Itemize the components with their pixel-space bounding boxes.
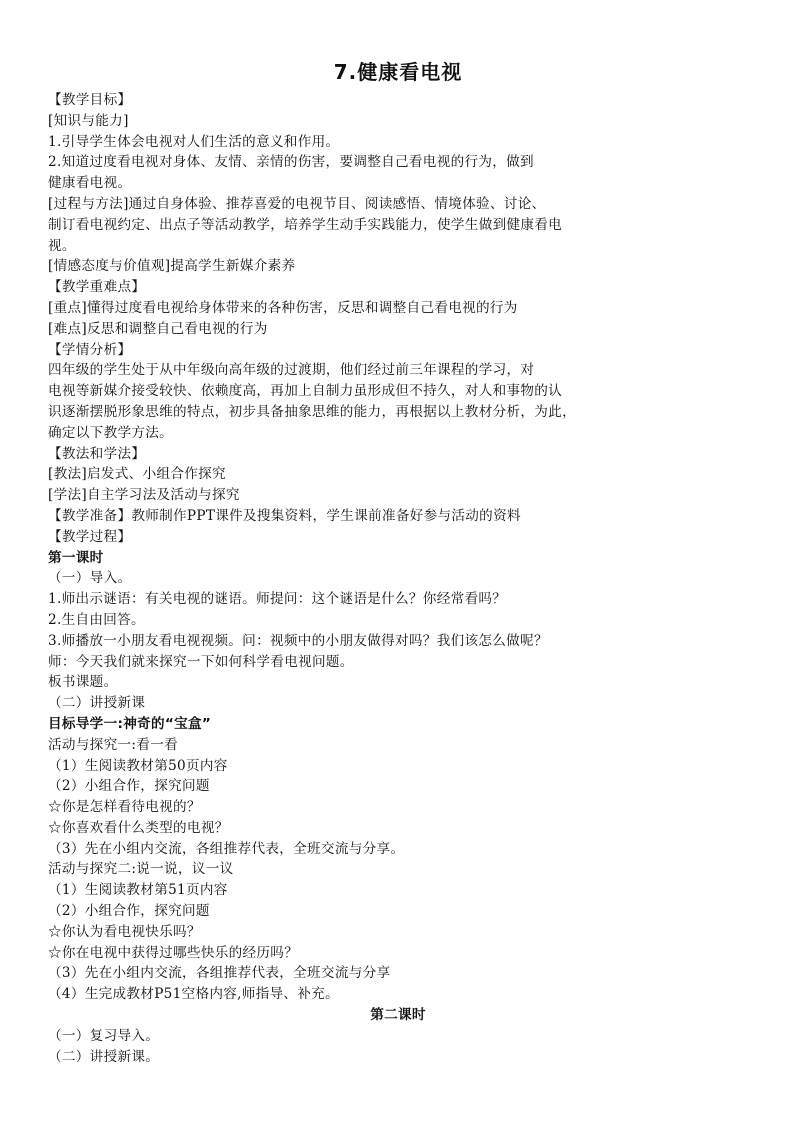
text-line: （3）先在小组内交流，各组推荐代表，全班交流与分享。 xyxy=(48,840,405,857)
text-line: [难点]反思和调整自己看电视的行为 xyxy=(48,320,268,337)
text-line: （4）生完成教材P51空格内容,师指导、补充。 xyxy=(48,986,339,1003)
text-line: 2.生自由回答。 xyxy=(48,611,145,628)
text-line: [学法]自主学习法及活动与探究 xyxy=(48,487,240,504)
text-line: （二）讲授新课 xyxy=(48,695,146,712)
text-line: 【教学重难点】 xyxy=(48,279,146,296)
section-heading: 第一课时 xyxy=(48,549,104,566)
section-heading: 第二课时 xyxy=(370,1007,426,1024)
text-line: （2）小组合作，探究问题 xyxy=(48,903,210,920)
text-line: 视。 xyxy=(48,237,76,254)
text-line: 制订看电视约定、出点子等活动教学，培养学生动手实践能力，使学生做到健康看电 xyxy=(48,216,563,233)
text-line: 活动与探究二:说一说，议一议 xyxy=(48,861,234,878)
text-line: （一）导入。 xyxy=(48,570,132,587)
text-line: 确定以下教学方法。 xyxy=(48,424,174,441)
text-line: 师：今天我们就来探究一下如何科学看电视问题。 xyxy=(48,653,354,670)
text-line: 电视等新媒介接受较快、依赖度高，再加上自制力虽形成但不持久，对人和事物的认 xyxy=(48,383,563,400)
text-line: （1）生阅读教材第51页内容 xyxy=(48,882,228,899)
text-line: ☆你在电视中获得过哪些快乐的经历吗？ xyxy=(48,944,299,961)
text-line: 【学情分析】 xyxy=(48,341,132,358)
text-line: 3.师播放一小朋友看电视视频。问：视频中的小朋友做得对吗？我们该怎么做呢？ xyxy=(48,632,548,649)
section-heading: 目标导学一:神奇的“宝盒” xyxy=(48,715,212,732)
text-line: （一）复习导入。 xyxy=(48,1027,160,1044)
text-line: （2）小组合作，探究问题 xyxy=(48,778,210,795)
text-line: （3）先在小组内交流，各组推荐代表，全班交流与分享 xyxy=(48,965,391,982)
text-line: 【教学准备】教师制作PPT课件及搜集资料，学生课前准备好参与活动的资料 xyxy=(48,507,521,524)
text-line: 【教学过程】 xyxy=(48,528,132,545)
page-title: 7.健康看电视 xyxy=(333,60,463,84)
text-line: 【教学目标】 xyxy=(48,92,132,108)
text-line: [教法]启发式、小组合作探究 xyxy=(48,466,226,483)
text-line: [情感态度与价值观]提高学生新媒介素养 xyxy=(48,258,296,275)
text-line: 四年级的学生处于从中年级向高年级的过渡期，他们经过前三年课程的学习，对 xyxy=(48,362,535,379)
text-line: （二）讲授新课。 xyxy=(48,1048,160,1065)
text-line: ☆你喜欢看什么类型的电视？ xyxy=(48,819,229,836)
text-line: 健康看电视。 xyxy=(48,175,132,192)
text-line: 板书课题。 xyxy=(48,674,118,691)
text-line: [知识与能力] xyxy=(48,112,129,129)
text-line: ☆你是怎样看待电视的？ xyxy=(48,799,201,816)
text-line: [过程与方法]通过自身体验、推荐喜爱的电视节目、阅读感悟、情境体验、讨论、 xyxy=(48,195,546,212)
text-line: [重点]懂得过度看电视给身体带来的各种伤害，反思和调整自己看电视的行为 xyxy=(48,299,518,316)
document-body xyxy=(48,90,748,1067)
text-line: 1.师出示谜语：有关电视的谜语。师提问：这个谜语是什么？你经常看吗？ xyxy=(48,591,507,608)
text-line: （1）生阅读教材第50页内容 xyxy=(48,757,228,774)
text-line: 识逐渐摆脱形象思维的特点，初步具备抽象思维的能力，再根据以上教材分析，为此， xyxy=(48,403,576,420)
text-line: ☆你认为看电视快乐吗？ xyxy=(48,923,201,940)
text-line: 【教法和学法】 xyxy=(48,445,146,462)
text-line: 2.知道过度看电视对身体、友情、亲情的伤害，要调整自己看电视的行为，做到 xyxy=(48,154,534,171)
text-line: 1.引导学生体会电视对人们生活的意义和作用。 xyxy=(48,133,340,150)
text-line: 活动与探究一:看一看 xyxy=(48,736,178,753)
